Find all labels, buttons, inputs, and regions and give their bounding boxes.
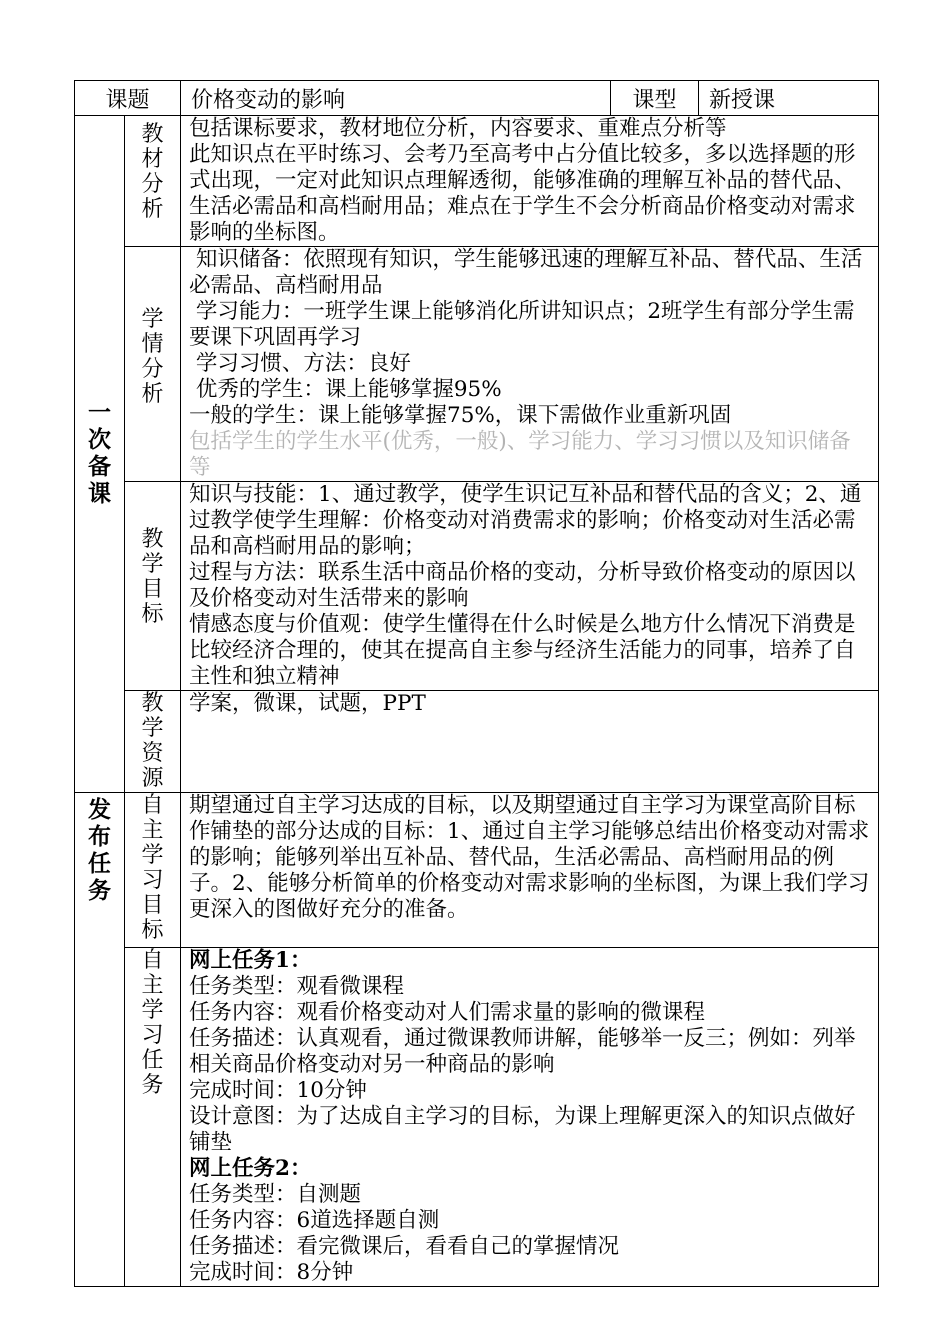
header-row <box>75 81 879 116</box>
teaching-goals-line: 过程与方法：联系生活中商品价格的变动，分析导致价格变动的原因以及价格变动对生活带来的影响 <box>189 560 856 611</box>
task2-line: 任务类型：自测题 <box>189 1182 362 1207</box>
task1-line: 任务描述：认真观看，通过微课教师讲解，能够举一反三；例如：列举相关商品价格变动对另一种商品的影响 <box>189 1026 856 1077</box>
section-first-prep <box>75 116 125 793</box>
task1-line: 任务类型：观看微课程 <box>189 974 405 999</box>
self-study-goals-line: 期望通过自主学习达成的目标，以及期望通过自主学习为课堂高阶目标作铺垫的部分达成的目标：1、通过自主学习能够总结出价格变动对需求的影响；能够列举出互补品、替代品，生活必需品、高档耐用品的例子。2、能够分析简单的价格变动对需求影响的坐标图，为课上我们学习更深入的图做好充分的准备。 <box>189 793 870 922</box>
teaching-resources-row <box>75 691 879 793</box>
task2-line: 完成时间：8分钟 <box>189 1260 354 1285</box>
student-analysis-line: 知识储备：依照现有知识，学生能够迅速的理解互补品、替代品、生活必需品、高档耐用品 <box>189 247 863 298</box>
student-analysis-line: 一般的学生：课上能够掌握75%，课下需做作业重新巩固 <box>189 403 732 428</box>
textbook-analysis-line: 包括课标要求，教材地位分析，内容要求、重难点分析等 <box>189 116 727 141</box>
self-study-goals-label: 自主学习目标 <box>141 793 164 943</box>
textbook-analysis-line: 此知识点在平时练习、会考乃至高考中占分值比较多，多以选择题的形式出现，一定对此知识点理解透彻，能够准确的理解互补品的替代品、生活必需品和高档耐用品；难点在于学生不会分析商品价格变动对需求影响的坐标图。 <box>189 142 856 245</box>
lesson-plan-table <box>74 80 879 1287</box>
student-analysis-line: 学习能力：一班学生课上能够消化所讲知识点；2班学生有部分学生需要课下巩固再学习 <box>189 299 855 350</box>
self-study-tasks-label: 自主学习任务 <box>141 948 164 1098</box>
textbook-analysis-row <box>75 116 879 247</box>
teaching-goals-row <box>75 482 879 691</box>
topic-label: 课题 <box>75 81 181 116</box>
teaching-resources-content <box>181 691 879 793</box>
textbook-analysis-content <box>181 116 879 247</box>
student-analysis-label-cell <box>125 247 181 482</box>
student-analysis-row <box>75 247 879 482</box>
teaching-goals-line: 知识与技能：1、通过教学，使学生识记互补品和替代品的含义；2、通过教学使学生理解：价格变动对消费需求的影响；价格变动对生活必需品和高档耐用品的影响； <box>189 482 862 559</box>
teaching-goals-line: 情感态度与价值观：使学生懂得在什么时候是么地方什么情况下消费是比较经济合理的，使其在提高自主参与经济生活能力的同事，培养了自主性和独立精神 <box>189 612 856 689</box>
teaching-resources-label-cell <box>125 691 181 793</box>
teaching-resources-line: 学案，微课，试题，PPT <box>189 691 426 716</box>
student-analysis-line: 优秀的学生：课上能够掌握95% <box>189 377 502 402</box>
task1-title: 网上任务1： <box>189 948 312 973</box>
teaching-resources-label: 教学资源 <box>141 691 164 791</box>
student-analysis-hint: 包括学生的学生水平(优秀，一般)、学习能力、学习习惯以及知识储备等 <box>189 429 851 480</box>
section-publish-tasks <box>75 793 125 1287</box>
task1-line: 设计意图：为了达成自主学习的目标，为课上理解更深入的知识点做好铺垫 <box>189 1104 856 1155</box>
student-analysis-line: 学习习惯、方法：良好 <box>189 351 411 376</box>
self-study-goals-row <box>75 793 879 948</box>
self-study-tasks-content <box>181 948 879 1287</box>
type-value: 新授课 <box>699 81 879 116</box>
textbook-analysis-label-cell <box>125 116 181 247</box>
section-first-prep-title: 一次备课 <box>88 400 111 507</box>
task2-title: 网上任务2： <box>189 1156 312 1181</box>
teaching-goals-label-cell <box>125 482 181 691</box>
section-publish-tasks-title: 发布任务 <box>88 797 111 904</box>
student-analysis-label: 学情分析 <box>141 307 164 407</box>
self-study-goals-label-cell <box>125 793 181 948</box>
task2-line: 任务内容：6道选择题自测 <box>189 1208 440 1233</box>
task2-line: 任务描述：看完微课后，看看自己的掌握情况 <box>189 1234 620 1259</box>
topic-value: 价格变动的影响 <box>181 81 611 116</box>
task1-line: 完成时间：10分钟 <box>189 1078 367 1103</box>
teaching-goals-content <box>181 482 879 691</box>
self-study-tasks-label-cell <box>125 948 181 1287</box>
textbook-analysis-label: 教材分析 <box>141 122 164 222</box>
self-study-tasks-row <box>75 948 879 1287</box>
type-label: 课型 <box>611 81 699 116</box>
student-analysis-content <box>181 247 879 482</box>
teaching-goals-label: 教学目标 <box>141 527 164 627</box>
task1-line: 任务内容：观看价格变动对人们需求量的影响的微课程 <box>189 1000 706 1025</box>
self-study-goals-content <box>181 793 879 948</box>
